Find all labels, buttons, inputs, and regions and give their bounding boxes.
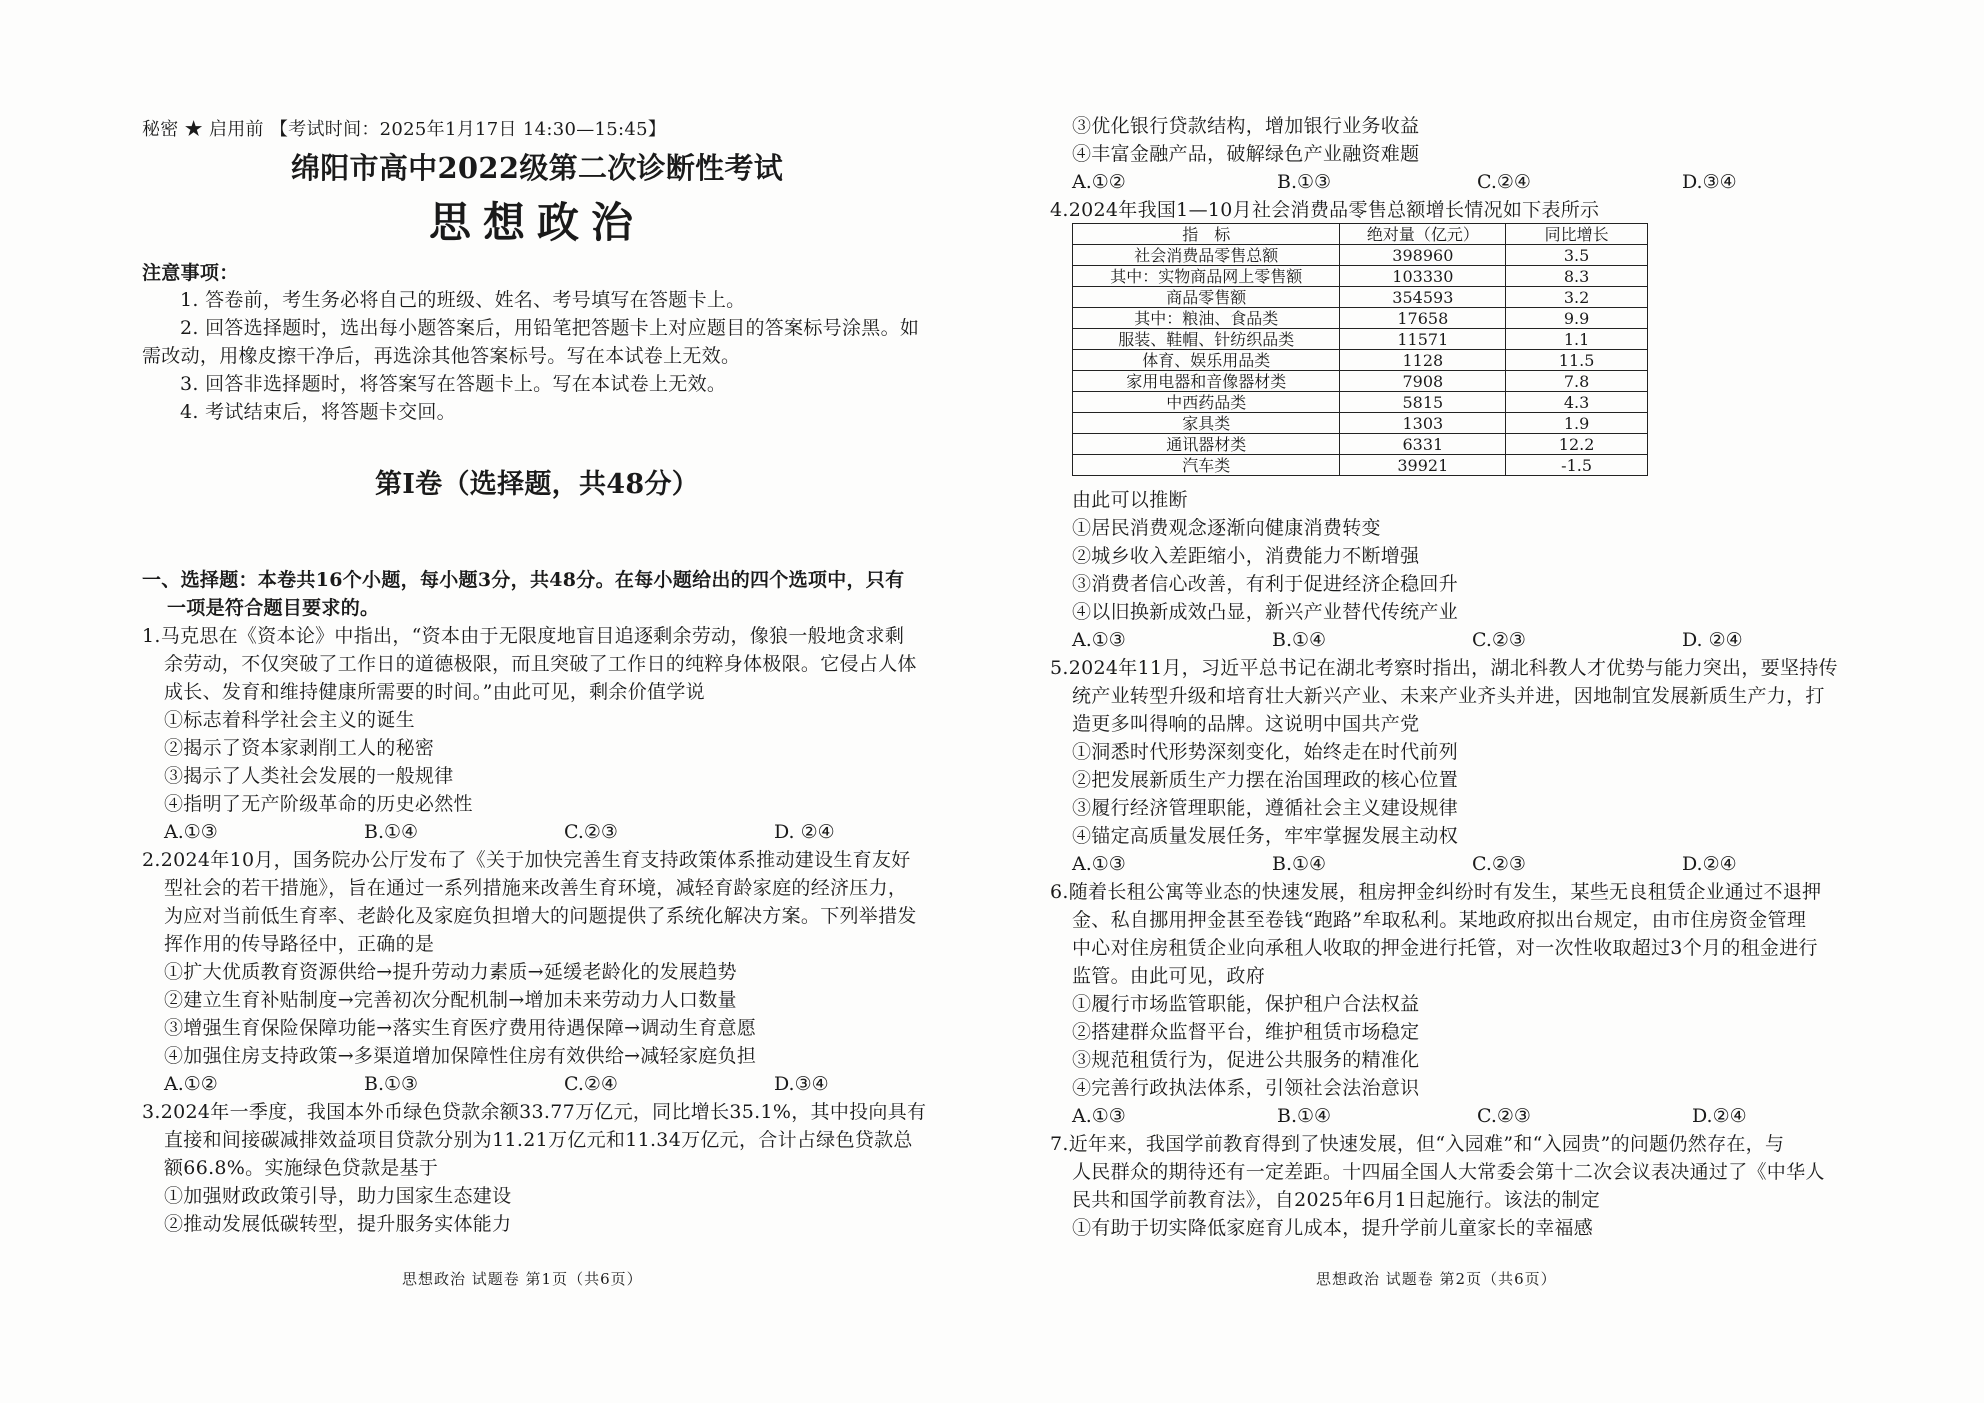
option-a: A.①③ [1072, 629, 1126, 651]
table-cell: 1128 [1340, 350, 1506, 371]
table-cell: 6331 [1340, 434, 1506, 455]
q1-statement: ④指明了无产阶级革命的历史必然性 [164, 793, 473, 815]
option-c: C.②④ [564, 1073, 618, 1095]
table-cell: 103330 [1340, 266, 1506, 287]
q5-statement: ④锚定高质量发展任务，牢牢掌握发展主动权 [1072, 825, 1459, 847]
q1-line: 余劳动，不仅突破了工作日的道德极限，而且突破了工作日的纯粹身体极限。它侵占人体 [164, 653, 917, 675]
table-cell: 8.3 [1506, 266, 1648, 287]
q2-statement: ③增强生育保险保障功能→落实生育医疗费用待遇保障→调动生育意愿 [164, 1017, 757, 1039]
q5-line: 统产业转型升级和培育壮大新兴产业、未来产业齐头并进，因地制宜发展新质生产力，打 [1072, 685, 1825, 707]
table-cell: -1.5 [1506, 455, 1648, 476]
table-header-cell: 同比增长 [1506, 224, 1648, 245]
q4-statement: ④以旧换新成效凸显，新兴产业替代传统产业 [1072, 601, 1459, 623]
q3-line: 额66.8%。实施绿色贷款是基于 [164, 1157, 439, 1179]
table-cell: 398960 [1340, 245, 1506, 266]
secret-line: 秘密 ★ 启用前 【考试时间：2025年1月17日 14:30—15:45】 [142, 119, 667, 140]
q5-statement: ②把发展新质生产力摆在治国理政的核心位置 [1072, 769, 1459, 791]
exam-title: 绵阳市高中2022级第二次诊断性考试 [290, 151, 784, 185]
q1-statement: ③揭示了人类社会发展的一般规律 [164, 765, 454, 787]
table-cell: 354593 [1340, 287, 1506, 308]
q1-line: 1.马克思在《资本论》中指出，“资本由于无限度地盲目追逐剩余劳动，像狼一般地贪求剩 [142, 625, 905, 647]
note-line: 需改动，用橡皮擦干净后，再选涂其他答案标号。写在本试卷上无效。 [142, 345, 741, 367]
table-cell: 其中：粮油、食品类 [1073, 308, 1340, 329]
table-cell: 3.5 [1506, 245, 1648, 266]
q2-line: 2.2024年10月，国务院办公厅发布了《关于加快完善生育支持政策体系推动建设生育友好 [142, 849, 911, 871]
table-cell: 中西药品类 [1073, 392, 1340, 413]
note-line: 1. 答卷前，考生务必将自己的班级、姓名、考号填写在答题卡上。 [180, 289, 746, 311]
table-cell: 12.2 [1506, 434, 1648, 455]
table-header-row [1073, 224, 1648, 245]
q6-line: 中心对住房租赁企业向承租人收取的押金进行托管，对一次性收取超过3个月的租金进行 [1072, 937, 1818, 959]
q2-line: 挥作用的传导路径中，正确的是 [164, 933, 435, 955]
option-a: A.①③ [1072, 853, 1126, 875]
table-row [1073, 392, 1648, 413]
option-d: D.③④ [1682, 171, 1737, 193]
table-row [1073, 245, 1648, 266]
q6-statement: ③规范租赁行为，促进公共服务的精准化 [1072, 1049, 1420, 1071]
table-cell: 5815 [1340, 392, 1506, 413]
q5-statement: ③履行经济管理职能，遵循社会主义建设规律 [1072, 797, 1459, 819]
table-header-cell: 绝对量（亿元） [1340, 224, 1506, 245]
q2-statement: ①扩大优质教育资源供给→提升劳动力素质→延缓老龄化的发展趋势 [164, 961, 737, 983]
table-row [1073, 350, 1648, 371]
table-cell: 9.9 [1506, 308, 1648, 329]
q6-statement: ④完善行政执法体系，引领社会法治意识 [1072, 1077, 1420, 1099]
section-title: 第Ⅰ卷（选择题，共48分） [374, 469, 700, 500]
note-line: 3. 回答非选择题时，将答案写在答题卡上。写在本试卷上无效。 [180, 373, 727, 395]
q2-line: 为应对当前低生育率、老龄化及家庭负担增大的问题提供了系统化解决方案。下列举措发 [164, 905, 917, 927]
q7-line: 人民群众的期待还有一定差距。十四届全国人大常委会第十二次会议表决通过了《中华人 [1072, 1161, 1825, 1183]
table-cell: 家用电器和音像器材类 [1073, 371, 1340, 392]
table-row [1073, 413, 1648, 434]
table-cell: 体育、娱乐用品类 [1073, 350, 1340, 371]
table-row [1073, 455, 1648, 476]
table-cell: 7.8 [1506, 371, 1648, 392]
option-d: D. ②④ [774, 821, 835, 843]
option-b: B.①③ [364, 1073, 419, 1095]
option-c: C.②③ [1477, 1105, 1531, 1127]
table-cell: 1303 [1340, 413, 1506, 434]
table-cell: 社会消费品零售总额 [1073, 245, 1340, 266]
q2-line: 型社会的若干措施》，旨在通过一系列措施来改善生育环境，减轻育龄家庭的经济压力， [164, 877, 908, 899]
q7-line: 7.近年来，我国学前教育得到了快速发展，但“入园难”和“入园贵”的问题仍然存在，与 [1050, 1133, 1785, 1155]
q4-intro: 4.2024年我国1—10月社会消费品零售总额增长情况如下表所示 [1050, 199, 1600, 221]
option-c: C.②③ [1472, 629, 1526, 651]
option-a: A.①② [164, 1073, 218, 1095]
table-cell: 1.9 [1506, 413, 1648, 434]
page-footer: 思想政治 试题卷 第1页（共6页） [402, 1270, 643, 1288]
q3-line: 3.2024年一季度，我国本外币绿色贷款余额33.77万亿元，同比增长35.1%，其中投向具有 [142, 1101, 927, 1123]
table-cell: 3.2 [1506, 287, 1648, 308]
table-row [1073, 434, 1648, 455]
section-instruction: 一项是符合题目要求的。 [167, 597, 380, 619]
q2-statement: ④加强住房支持政策→多渠道增加保障性住房有效供给→减轻家庭负担 [164, 1045, 757, 1067]
q3-statement: ①加强财政政策引导，助力国家生态建设 [164, 1185, 512, 1207]
option-b: B.①④ [364, 821, 419, 843]
q4-line: 由此可以推断 [1072, 489, 1188, 511]
table-row [1073, 308, 1648, 329]
table-cell: 服装、鞋帽、针纺织品类 [1073, 329, 1340, 350]
page-footer: 思想政治 试题卷 第2页（共6页） [1316, 1270, 1557, 1288]
option-d: D.②④ [1682, 853, 1737, 875]
option-a: A.①③ [1072, 1105, 1126, 1127]
q3-statement: ③优化银行贷款结构，增加银行业务收益 [1072, 115, 1420, 137]
q7-line: 民共和国学前教育法》，自2025年6月1日起施行。该法的制定 [1072, 1189, 1601, 1211]
retail-sales-table [1072, 223, 1648, 476]
option-c: C.②④ [1477, 171, 1531, 193]
table-cell: 39921 [1340, 455, 1506, 476]
table-cell: 11571 [1340, 329, 1506, 350]
note-line: 4. 考试结束后，将答题卡交回。 [180, 401, 456, 423]
option-b: B.①④ [1272, 853, 1327, 875]
q3-line: 直接和间接碳减排效益项目贷款分别为11.21万亿元和11.34万亿元，合计占绿色贷款总 [164, 1129, 913, 1151]
table-cell: 商品零售额 [1073, 287, 1340, 308]
q6-line: 6.随着长租公寓等业态的快速发展，租房押金纠纷时有发生，某些无良租赁企业通过不退押 [1050, 881, 1822, 903]
q7-statement: ①有助于切实降低家庭育儿成本，提升学前儿童家长的幸福感 [1072, 1217, 1594, 1239]
q1-statement: ①标志着科学社会主义的诞生 [164, 709, 415, 731]
option-b: B.①④ [1272, 629, 1327, 651]
table-row [1073, 266, 1648, 287]
q4-statement: ②城乡收入差距缩小，消费能力不断增强 [1072, 545, 1420, 567]
table-cell: 其中：实物商品网上零售额 [1073, 266, 1340, 287]
note-line: 2. 回答选择题时，选出每小题答案后，用铅笔把答题卡上对应题目的答案标号涂黑。如 [180, 317, 920, 339]
option-a: A.①② [1072, 171, 1126, 193]
q6-statement: ②搭建群众监督平台，维护租赁市场稳定 [1072, 1021, 1420, 1043]
option-d: D. ②④ [1682, 629, 1743, 651]
table-cell: 汽车类 [1073, 455, 1340, 476]
q5-statement: ①洞悉时代形势深刻变化，始终走在时代前列 [1072, 741, 1459, 763]
q6-line: 金、私自挪用押金甚至卷钱“跑路”牟取私利。某地政府拟出台规定，由市住房资金管理 [1072, 909, 1807, 931]
q1-line: 成长、发育和维持健康所需要的时间。”由此可见，剩余价值学说 [164, 681, 705, 703]
table-header-cell: 指 标 [1073, 224, 1340, 245]
table-cell: 通讯器材类 [1073, 434, 1340, 455]
table-cell: 7908 [1340, 371, 1506, 392]
q4-statement: ③消费者信心改善，有利于促进经济企稳回升 [1072, 573, 1459, 595]
table-cell: 4.3 [1506, 392, 1648, 413]
table-row [1073, 371, 1648, 392]
option-c: C.②③ [564, 821, 618, 843]
q6-line: 监管。由此可见，政府 [1072, 965, 1266, 987]
q3-statement: ④丰富金融产品，破解绿色产业融资难题 [1072, 143, 1420, 165]
table-row [1073, 287, 1648, 308]
section-instruction: 一、选择题：本卷共16个小题，每小题3分，共48分。在每小题给出的四个选项中，只有 [142, 569, 905, 591]
option-d: D.②④ [1692, 1105, 1747, 1127]
option-d: D.③④ [774, 1073, 829, 1095]
option-c: C.②③ [1472, 853, 1526, 875]
subject-title: 思想政治 [428, 198, 645, 247]
option-b: B.①③ [1277, 171, 1332, 193]
q1-statement: ②揭示了资本家剥削工人的秘密 [164, 737, 435, 759]
table-cell: 17658 [1340, 308, 1506, 329]
q4-statement: ①居民消费观念逐渐向健康消费转变 [1072, 517, 1381, 539]
option-a: A.①③ [164, 821, 218, 843]
notes-heading: 注意事项： [142, 262, 239, 284]
table-cell: 1.1 [1506, 329, 1648, 350]
q2-statement: ②建立生育补贴制度→完善初次分配机制→增加未来劳动力人口数量 [164, 989, 737, 1011]
table-row [1073, 329, 1648, 350]
table-cell: 家具类 [1073, 413, 1340, 434]
q6-statement: ①履行市场监管职能，保护租户合法权益 [1072, 993, 1420, 1015]
option-b: B.①④ [1277, 1105, 1332, 1127]
q3-statement: ②推动发展低碳转型，提升服务实体能力 [164, 1213, 512, 1235]
q5-line: 造更多叫得响的品牌。这说明中国共产党 [1072, 713, 1420, 735]
table-cell: 11.5 [1506, 350, 1648, 371]
q5-line: 5.2024年11月，习近平总书记在湖北考察时指出，湖北科教人才优势与能力突出，要坚持传 [1050, 657, 1838, 679]
